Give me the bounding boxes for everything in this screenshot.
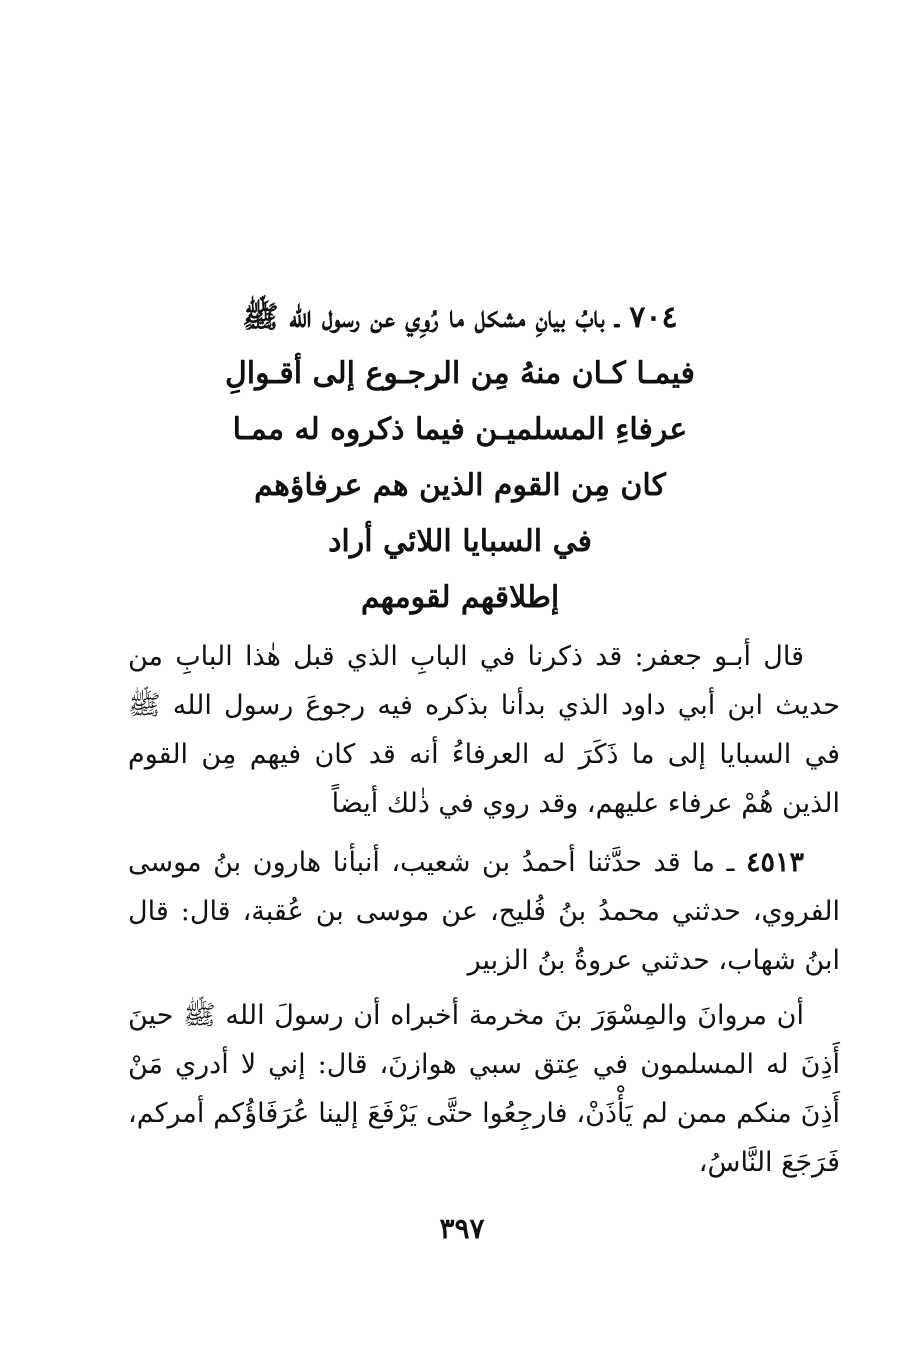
chapter-heading-line: كان مِن القوم الذين هم عرفاؤهم	[254, 468, 666, 503]
hadith-isnad-paragraph	[128, 838, 840, 985]
body-text	[128, 632, 840, 1193]
hadith-number: ٤٥١٣	[745, 847, 804, 878]
intro-paragraph: قال أبـو جعفر: قد ذكرنا في البابِ الذي قبل هٰذا البابِ من حديث ابن أبي داود الذي بدأنا بذكره فيه رجوعَ رسول الله ﷺ في السبايا إلى ما ذَكَرَ له العرفاءُ أنه قد كان فيهم مِن القوم الذين هُمْ عرفاء عليهم، وقد روي في ذٰلك أيضاً	[128, 641, 840, 819]
page-number: ٣٩٧	[439, 1212, 485, 1245]
chapter-heading-line: ٧٠٤ ـ بابُ بيانِ مشكل ما رُوِي عن رسول الله ﷺ	[242, 300, 678, 335]
chapter-heading-line: عرفاءِ المسلميـن فيما ذكروه له ممـا	[232, 412, 688, 447]
hadith-matn-paragraph: أن مروانَ والمِسْوَرَ بنَ مخرمة أخبراه أن رسولَ الله ﷺ حينَ أَذِنَ له المسلمون في عِتق سبي هوازنَ، قال: إني لا أدري مَنْ أَذِنَ منكم ممن لم يَأْذَنْ، فارجِعُوا حتَّى يَرْفَعَ إلينا عُرَفَاؤُكم أمركم، فَرَجَعَ النَّاسُ،	[128, 1000, 840, 1178]
chapter-heading-line: إطلاقهم لقومهم	[360, 580, 560, 615]
chapter-heading-line: فيمـا كـان منهُ مِن الرجـوع إلى أقـوالِ	[224, 356, 696, 391]
hadith-isnad: ـ ما قد حدَّثنا أحمدُ بن شعيب، أنبأنا هارون بنُ موسى الفروي، حدثني محمدُ بنُ فُليح، عن موسى بن عُقبة، قال: قال ابنُ شهاب، حدثني عروةُ بنُ الزبير	[128, 847, 840, 976]
chapter-heading-line: في السبايا اللائي أراد	[328, 524, 592, 559]
chapter-heading	[150, 290, 770, 626]
